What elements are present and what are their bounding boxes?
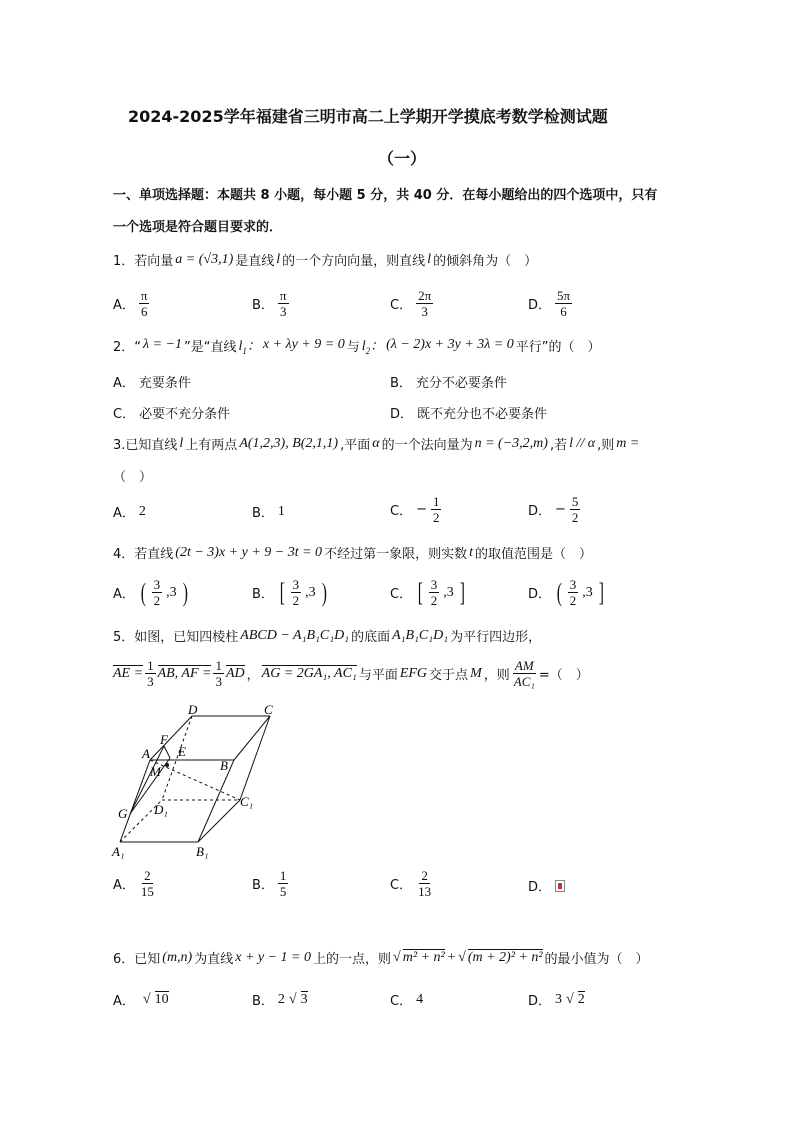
- option-label: B．: [252, 298, 274, 313]
- label-b1: B₁: [196, 844, 209, 859]
- q4-option-b[interactable]: [252, 577, 328, 608]
- bracket-open: (: [140, 577, 146, 607]
- option-text: 充分不必要条件: [415, 376, 507, 391]
- q5-vec-ae: AE =: [113, 666, 144, 681]
- q4-option-a[interactable]: [113, 577, 189, 608]
- frac-den: 3: [215, 674, 222, 689]
- frac-den: 5: [279, 884, 287, 899]
- frac-den: 3: [279, 304, 287, 319]
- q3-text-a: 3.已知直线: [113, 438, 178, 453]
- option-label: B．: [252, 587, 274, 602]
- fraction: [139, 868, 156, 899]
- question-3: 3.已知直线 l 上有两点 A(1,2,3), B(2,1,1) ,平面 α 的一个法向量为 n = (−3,2,m) ,若 l // α ,则 m =: [113, 435, 640, 453]
- option-radicand: 10: [154, 992, 169, 1007]
- option-label: B．: [252, 878, 274, 893]
- q6-expr2: (m + 2)² + n²: [467, 950, 543, 965]
- q3-option-a[interactable]: [113, 502, 146, 521]
- frac-num: 1: [279, 868, 287, 883]
- q2-option-a[interactable]: [113, 372, 191, 391]
- fraction: [429, 577, 440, 608]
- q1-vector: a = (√3,1): [175, 251, 234, 267]
- q3-text-g: m =: [616, 435, 640, 451]
- q5-option-a[interactable]: [113, 868, 156, 899]
- q5-prism: ABCD − A₁B₁C₁D₁: [240, 627, 350, 643]
- q3-option-c[interactable]: [390, 494, 441, 525]
- q5-vec-ag: AG = 2GA₁, AC₁: [261, 666, 357, 681]
- q5-option-b[interactable]: [252, 868, 288, 899]
- frac-num: π: [140, 288, 148, 303]
- bracket-close: ): [182, 577, 188, 607]
- q1-suffix: 的一个方向向量，则直线: [282, 254, 426, 269]
- q6-expr1: m² + n²: [402, 950, 445, 965]
- frac-num: 5: [571, 494, 579, 509]
- q3-text-e: ,若: [549, 438, 568, 453]
- interval-tail: ,3: [166, 584, 177, 600]
- label-m: M: [150, 764, 161, 779]
- q1-option-c[interactable]: [390, 288, 433, 319]
- label-c1: C₁: [240, 794, 254, 809]
- option-label: B．: [390, 376, 412, 391]
- label-b: B: [220, 758, 228, 773]
- q4-option-d[interactable]: [528, 577, 605, 608]
- frac-num: 1: [215, 658, 222, 673]
- q5-base: A₁B₁C₁D₁: [392, 627, 449, 643]
- q1-option-a[interactable]: [113, 288, 149, 319]
- q3-text-c: ,平面: [340, 438, 371, 453]
- question-1: 1．若向量 a = (√3,1) 是直线 l 的一个方向向量，则直线 l 的倾斜角为（ ）: [113, 251, 538, 269]
- question-6: 6．已知 (m,n) 为直线 x + y − 1 = 0 上的一点，则 √ m² + n² + √ (m + 2)² + n² 的最小值为（ ）: [113, 949, 649, 967]
- q5-mid: 与平面: [358, 668, 398, 683]
- q5-text-a: 5．如图，已知四棱柱: [113, 630, 239, 645]
- q3-line2: （ ）: [113, 470, 153, 485]
- option-label: D．: [390, 407, 414, 422]
- option-label: C．: [390, 878, 413, 893]
- fraction: [555, 288, 572, 319]
- option-label: C．: [390, 994, 413, 1009]
- option-text: 既不充分也不必要条件: [417, 407, 548, 422]
- option-label: A．: [113, 506, 135, 521]
- q6-option-a[interactable]: A． √ 10: [113, 991, 169, 1009]
- fraction: [145, 658, 156, 689]
- option-label: D．: [528, 504, 552, 519]
- q6-option-c[interactable]: [390, 990, 423, 1009]
- q2-line1: x + λy + 9 = 0: [262, 337, 345, 353]
- q5-option-c[interactable]: [390, 868, 433, 899]
- frac-den: 2: [153, 593, 161, 608]
- q3-text-b: 上有两点: [185, 438, 238, 453]
- frac-den: 2: [569, 593, 577, 608]
- q6-text-a: 6．已知: [113, 952, 161, 967]
- frac-num: 2: [144, 868, 151, 883]
- frac-num: 3: [153, 577, 161, 592]
- label-d1: D₁: [154, 802, 168, 817]
- q6-text-b: 为直线: [194, 952, 234, 967]
- q5-question: =（ ）: [538, 668, 589, 683]
- page-subtitle: （一）: [378, 149, 427, 168]
- frac-den: 2: [571, 510, 579, 525]
- q2-option-c[interactable]: [113, 403, 230, 422]
- option-label: C．: [390, 504, 413, 519]
- frac-den: 2: [292, 593, 300, 608]
- frac-den: 15: [140, 884, 154, 899]
- option-label: C．: [113, 407, 136, 422]
- fraction: [568, 577, 579, 608]
- q2-option-b[interactable]: [390, 372, 507, 391]
- bracket-open: [: [279, 577, 285, 607]
- q1-option-d[interactable]: [528, 288, 572, 319]
- option-label: B．: [252, 506, 274, 521]
- q3-option-b[interactable]: [252, 502, 285, 521]
- section-header-line1: 一、单项选择题：本题共 8 小题，每小题 5 分，共 40 分．在每小题给出的四个选项中，只有: [113, 188, 658, 203]
- q6-line: x + y − 1 = 0: [235, 949, 312, 965]
- frac-num: π: [279, 288, 287, 303]
- label-d: D: [188, 702, 198, 717]
- bracket-close: ]: [598, 577, 604, 607]
- bracket-open: [: [417, 577, 424, 607]
- fraction: [213, 658, 224, 689]
- q1-option-b[interactable]: [252, 288, 289, 319]
- frac-den: 2: [432, 510, 440, 525]
- option-text: 充要条件: [138, 376, 191, 391]
- q4-text-a: 4．若直线: [113, 547, 174, 562]
- q5-end: 交于点: [429, 668, 469, 683]
- q6-text-c: 上的一点，则: [313, 952, 392, 967]
- frac-den: 3: [421, 304, 428, 319]
- fraction: [416, 288, 433, 319]
- q6-text-d: 的最小值为（ ）: [544, 952, 649, 967]
- label-f: F: [160, 732, 168, 747]
- q1-prefix: 1．若向量: [113, 254, 174, 269]
- option-sign: −: [555, 502, 566, 517]
- q3-text-f: ,则: [597, 438, 615, 453]
- question-2: 2．“ λ = −1 ”是“直线 $l_1$： x + λy + 9 = 0 与 $l_2$： (λ − 2)x + 3y + 3λ = 0 平行”的（ ）: [113, 337, 601, 356]
- q5-vec-ab: AB, AF =: [157, 666, 212, 681]
- option-text: 1: [277, 503, 285, 519]
- frac-den: 13: [418, 884, 432, 899]
- option-label: A．: [113, 994, 135, 1009]
- label-a: A: [142, 746, 150, 761]
- q5-option-d[interactable]: [528, 876, 565, 895]
- frac-num: 3: [292, 577, 300, 592]
- frac-num: 3: [569, 577, 577, 592]
- q4-text-b: 不经过第一象限，则实数: [324, 547, 468, 562]
- frac-den: AC₁: [513, 674, 535, 689]
- q3-points: A(1,2,3), B(2,1,1): [239, 435, 339, 451]
- q5-plane: EFG: [399, 665, 428, 681]
- option-value: 4: [416, 991, 424, 1007]
- q2-text-c: 与: [346, 339, 360, 355]
- question-4: 4．若直线 (2t − 3)x + y + 9 − 3t = 0 不经过第一象限，则实数 t 的取值范围是（ ）: [113, 544, 592, 562]
- q5-text-b: 的底面: [351, 630, 391, 645]
- option-label: A．: [113, 587, 135, 602]
- frac-den: 3: [147, 674, 154, 689]
- frac-den: 6: [560, 304, 567, 319]
- prism-figure: [110, 702, 290, 862]
- section-header-line2: 一个选项是符合题目要求的．: [113, 220, 283, 235]
- frac-num: 2π: [418, 288, 432, 303]
- bracket-close: ): [321, 577, 327, 607]
- frac-num: 1: [147, 658, 154, 673]
- q4-text-c: 的取值范围是（ ）: [474, 547, 592, 562]
- bracket-close: ]: [459, 577, 465, 607]
- option-label: D．: [528, 298, 552, 313]
- frac-num: 1: [432, 494, 440, 509]
- option-label: C．: [390, 298, 413, 313]
- frac-den: 2: [430, 593, 438, 608]
- bracket-open: (: [556, 577, 562, 607]
- interval-tail: ,3: [305, 584, 316, 600]
- option-radicand: 2: [577, 992, 585, 1007]
- option-radicand: 3: [300, 992, 308, 1007]
- q5-text-c: 为平行四边形，: [450, 630, 542, 645]
- q5-vec-ad: AD: [225, 666, 245, 681]
- option-label: A．: [113, 298, 135, 313]
- frac-den: 6: [140, 304, 148, 319]
- q3-text-d: 的一个法向量为: [381, 438, 473, 453]
- q2-text-b: ”是“直线: [183, 339, 237, 355]
- option-label: A．: [113, 878, 135, 893]
- frac-num: 3: [430, 577, 438, 592]
- fraction: [278, 288, 289, 319]
- question-5: [113, 626, 541, 645]
- q5-ratio: [512, 658, 537, 689]
- q4-equation: (2t − 3)x + y + 9 − 3t = 0: [175, 544, 323, 560]
- q3-normal: n = (−3,2,m): [474, 435, 548, 451]
- q6-point: (m,n): [162, 949, 193, 965]
- q5-then: ，则: [483, 668, 510, 683]
- broken-image-icon: [555, 880, 565, 892]
- q6-option-b[interactable]: B． 2 √ 3: [252, 991, 308, 1009]
- fraction: [570, 494, 581, 525]
- q4-option-c[interactable]: [390, 577, 466, 608]
- frac-num: 5π: [557, 288, 571, 303]
- page-title: 2024-2025学年福建省三明市高二上学期开学摸底考数学检测试题: [128, 107, 608, 126]
- q1-end: 的倾斜角为（ ）: [433, 254, 538, 269]
- q5-point: M: [470, 665, 482, 681]
- label-e: E: [178, 744, 186, 759]
- q5-line2: AE = $\frac{1}{3}$ AB, AF = $\frac{1}{3}$ AD ， AG = 2GA₁, AC₁ 与平面 EFG 交于点 M ，则 $\frac{AM}{\text{AC₁}}$ =（ ）: [113, 658, 589, 689]
- option-coef: 3: [555, 991, 563, 1007]
- fraction: [152, 577, 163, 608]
- option-text: 必要不充分条件: [139, 407, 231, 422]
- fraction: [278, 868, 289, 899]
- q2-option-d[interactable]: [390, 403, 547, 422]
- q2-condition: λ = −1: [143, 337, 182, 353]
- option-coef: 2: [277, 991, 285, 1007]
- q6-plus: +: [446, 949, 457, 965]
- fraction: [431, 494, 442, 525]
- fraction: [416, 868, 433, 899]
- option-label: C．: [390, 587, 413, 602]
- option-label: D．: [528, 587, 552, 602]
- option-label: D．: [528, 880, 552, 895]
- label-a1: A₁: [112, 844, 125, 859]
- q3-option-d[interactable]: [528, 494, 580, 525]
- q6-option-d[interactable]: D． 3 √ 2: [528, 991, 585, 1009]
- option-text: 2: [138, 503, 146, 519]
- frac-num: AM: [514, 658, 534, 673]
- q2-text-d: 平行”的（ ）: [515, 339, 601, 355]
- option-label: B．: [252, 994, 274, 1009]
- option-sign: −: [416, 502, 427, 517]
- frac-num: 2: [421, 868, 428, 883]
- q3-parallel: l // α: [569, 435, 596, 451]
- option-label: A．: [113, 376, 135, 391]
- fraction: [139, 288, 150, 319]
- label-g: G: [118, 806, 128, 821]
- q1-mid: 是直线: [235, 254, 275, 269]
- label-c: C: [264, 702, 273, 717]
- interval-tail: ,3: [582, 584, 593, 600]
- q2-line2: (λ − 2)x + 3y + 3λ = 0: [386, 337, 514, 353]
- fraction: [291, 577, 302, 608]
- option-label: D．: [528, 994, 552, 1009]
- interval-tail: ,3: [443, 584, 454, 600]
- q2-text-a: 2．“: [113, 339, 142, 355]
